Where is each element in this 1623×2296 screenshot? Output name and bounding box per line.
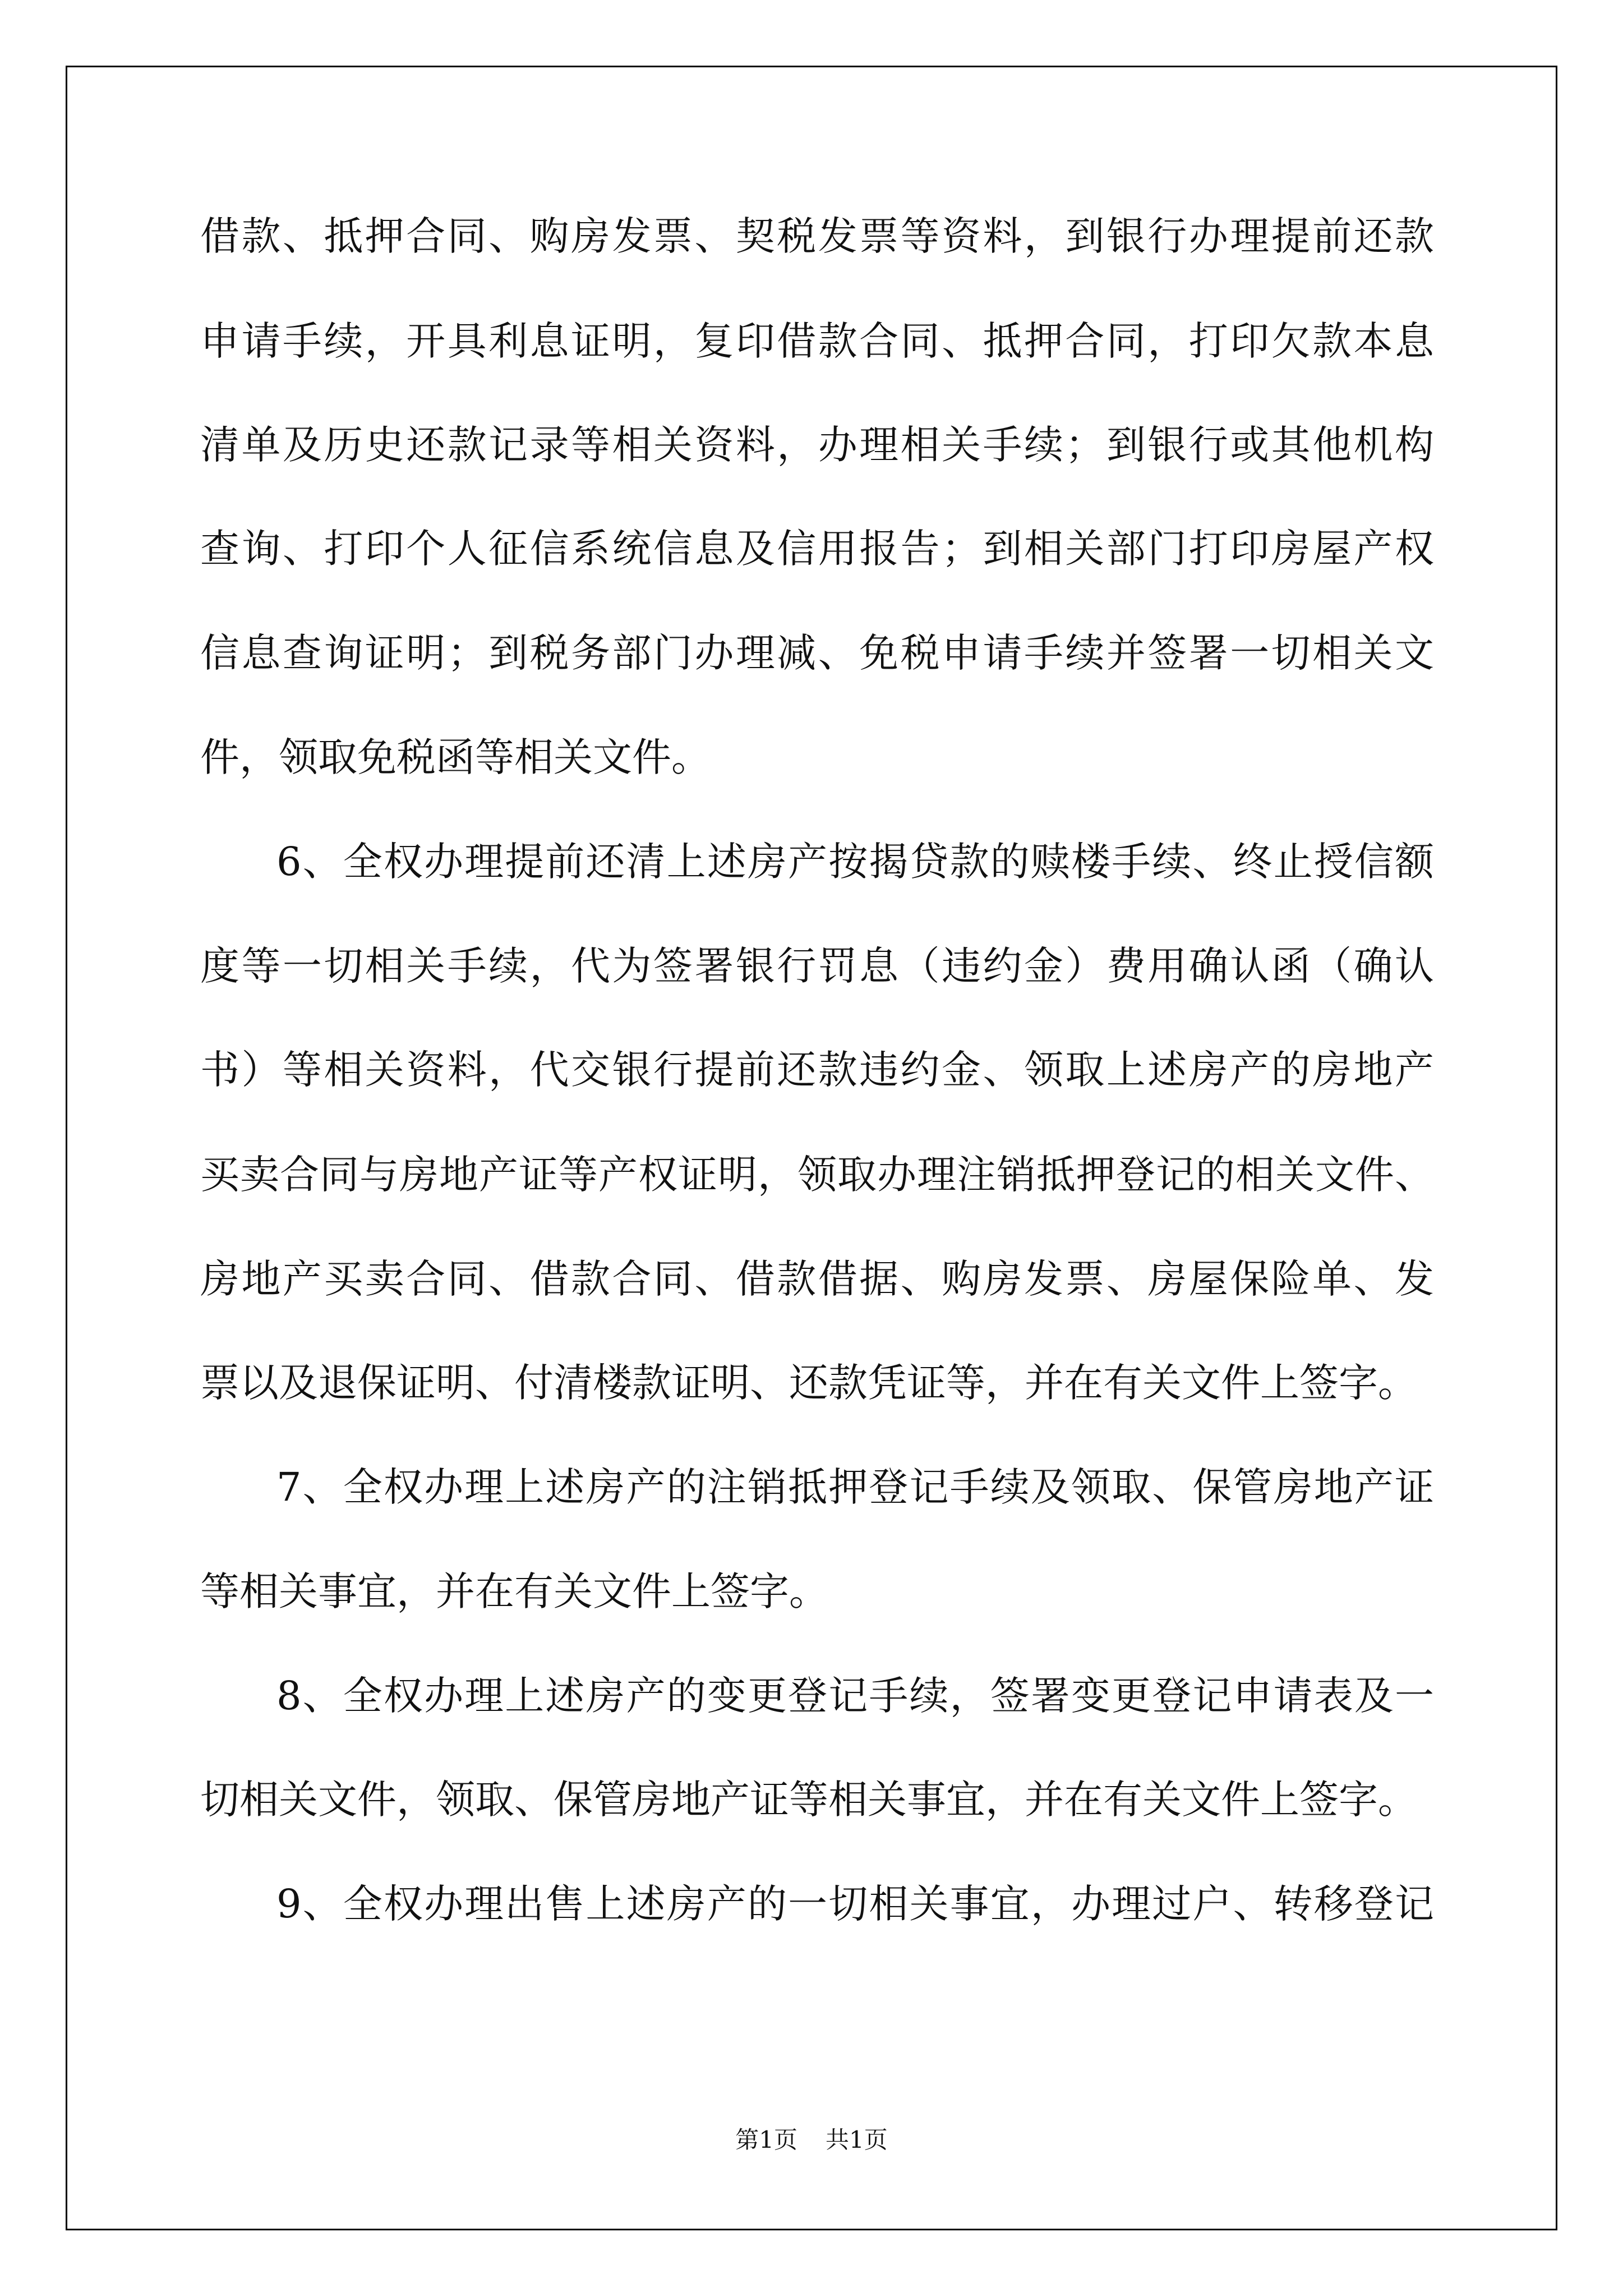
page-number: 第1页 bbox=[735, 2126, 797, 2154]
body-line: 书）等相关资料，代交银行提前还款违约金、领取上述房产的房地产 bbox=[200, 1047, 1434, 1093]
body-line: 票以及退保证明、付清楼款证明、还款凭证等，并在有关文件上签字。 bbox=[200, 1360, 1417, 1406]
body-line: 信息查询证明；到税务部门办理减、免税申请手续并签署一切相关文 bbox=[200, 630, 1434, 676]
body-line: 买卖合同与房地产证等产权证明，领取办理注销抵押登记的相关文件、 bbox=[200, 1152, 1434, 1198]
body-line: 房地产买卖合同、借款合同、借款借据、购房发票、房屋保险单、发 bbox=[200, 1256, 1434, 1302]
body-line: 等相关事宜，并在有关文件上签字。 bbox=[200, 1568, 828, 1614]
body-line: 查询、打印个人征信系统信息及信用报告；到相关部门打印房屋产权 bbox=[200, 526, 1434, 572]
body-line: 清单及历史还款记录等相关资料，办理相关手续；到银行或其他机构 bbox=[200, 422, 1434, 468]
body-line: 切相关文件，领取、保管房地产证等相关事宜，并在有关文件上签字。 bbox=[200, 1777, 1417, 1823]
body-line: 度等一切相关手续，代为签署银行罚息（违约金）费用确认函（确认 bbox=[200, 943, 1434, 989]
page-total: 共1页 bbox=[826, 2126, 888, 2154]
paragraph-start-line: 7、全权办理上述房产的注销抵押登记手续及领取、保管房地产证 bbox=[276, 1464, 1434, 1510]
paragraph-start-line: 9、全权办理出售上述房产的一切相关事宜，办理过户、转移登记 bbox=[276, 1881, 1434, 1927]
page-footer bbox=[0, 2126, 1623, 2154]
body-line: 件，领取免税函等相关文件。 bbox=[200, 734, 711, 780]
paragraph-start-line: 8、全权办理上述房产的变更登记手续，签署变更登记申请表及一 bbox=[276, 1673, 1434, 1719]
body-line: 申请手续，开具利息证明，复印借款合同、抵押合同，打印欠款本息 bbox=[200, 318, 1434, 364]
paragraph-start-line: 6、全权办理提前还清上述房产按揭贷款的赎楼手续、终止授信额 bbox=[276, 839, 1434, 885]
body-line: 借款、抵押合同、购房发票、契税发票等资料，到银行办理提前还款 bbox=[200, 213, 1434, 259]
